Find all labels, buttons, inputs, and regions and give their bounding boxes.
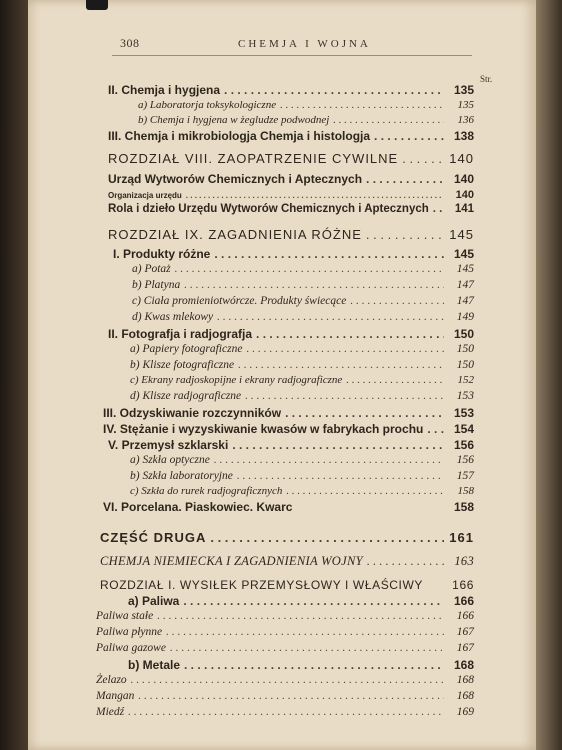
toc-entry [128,658,474,672]
toc-label: d) Kwas mlekowy [132,311,214,323]
toc-page: 138 [453,129,474,143]
toc-page: 153 [453,406,474,420]
toc-page: 167 [456,642,474,654]
toc-label: ROZDZIAŁ I. WYSIŁEK PRZEMYSŁOWY I WŁAŚCIWY [100,578,424,592]
toc-page: 157 [456,470,474,482]
leader-dots [350,295,444,307]
toc-label: I. Produkty różne [113,247,211,261]
toc-label: ROZDZIAŁ IX. ZAGADNIENIA RÓŻNE [108,227,362,242]
toc-label: IV. Stężanie i wyzyskiwanie kwasów w fabrykach prochu [103,422,424,436]
toc-label: Miedź [96,706,125,718]
toc-label: II. Fotografja i radjografja [108,327,253,341]
toc-entry [130,359,474,371]
toc-page: 158 [457,485,474,497]
leader-dots [246,343,444,355]
toc-page: 140 [453,172,474,186]
toc-page: 135 [453,83,474,97]
toc-label: Organizacja urzędu [108,191,182,200]
leader-dots [217,311,444,323]
toc-page: 145 [453,247,474,261]
toc-label: VI. Porcelana. Piaskowiec. Kwarc [103,500,293,514]
toc-label: a) Paliwa [128,594,180,608]
toc-entry [108,129,474,143]
toc-label: b) Szkła laboratoryjne [130,470,233,482]
leader-dots [214,454,444,466]
leader-dots [170,642,444,654]
leader-dots [367,554,444,569]
toc-label: CZĘŚĆ DRUGA [100,530,207,545]
leader-dots [184,658,444,672]
leader-dots [286,485,444,497]
leader-dots [175,263,444,275]
toc-entry [130,485,474,497]
leader-dots [346,374,444,386]
toc-label: d) Klisze radjograficzne [130,390,242,402]
toc-label: Mangan [96,690,135,702]
toc-label: b) Platyna [132,279,181,291]
leader-dots [433,203,444,215]
leader-dots [333,114,444,126]
leader-dots [374,129,444,143]
toc-page: 166 [456,610,474,622]
toc-page: 150 [453,327,474,341]
leader-dots [131,674,444,686]
toc-entry [132,311,474,323]
toc-label: b) Chemja i hygjena w żegludze podwodnej [138,114,330,126]
book-spine-shadow [0,0,28,750]
toc-label: Paliwa płynne [96,626,163,638]
toc-page: 149 [456,311,474,323]
toc-page: 166 [452,578,474,592]
toc-entry [96,626,474,638]
toc-label: a) Szkła optyczne [130,454,210,466]
toc-entry [108,438,474,452]
toc-entry [132,263,474,275]
toc-label: Urząd Wytworów Chemicznych i Aptecznych [108,172,363,186]
toc-entry [132,295,474,307]
toc-entry [130,454,474,466]
page-header [120,36,520,56]
toc-label: Paliwa stałe [96,610,154,622]
toc-page: 153 [456,390,474,402]
toc-entry [96,642,474,654]
toc-page: 141 [454,203,474,215]
toc-part-title [100,554,474,569]
toc-entry [130,343,474,355]
toc-page: 150 [456,343,474,355]
toc-page: 152 [457,374,474,386]
toc-label: c) Ekrany radjoskopijne i ekrany radjograficzne [130,374,343,386]
leader-dots [280,99,444,111]
leader-dots [224,83,444,97]
toc-entry [130,470,474,482]
toc-entry [108,172,474,186]
toc-entry [130,390,474,402]
leader-dots [256,327,444,341]
toc-page: 140 [455,189,474,201]
toc-page: 169 [456,706,474,718]
toc-page: 168 [453,658,474,672]
toc-label: II. Chemja i hygjena [108,83,221,97]
toc-page: 168 [456,690,474,702]
toc-entry [138,114,474,126]
toc-label: a) Potaż [132,263,171,275]
toc-label: III. Chemja i mikrobiologja Chemja i histologja [108,129,371,143]
leader-dots [157,610,444,622]
leader-dots [232,438,444,452]
leader-dots [166,626,444,638]
page-edge [536,0,562,750]
toc-entry [96,690,474,702]
toc-label: Rola i dzieło Urzędu Wytworów Chemicznych i Aptecznych [108,203,429,215]
toc-label: V. Przemysł szklarski [108,438,229,452]
toc-entry [130,374,474,386]
toc-part [100,530,474,545]
header-rule [112,55,472,56]
toc-entry [128,594,474,608]
toc-page: 163 [454,554,474,568]
leader-dots [184,279,444,291]
toc-label: c) Szkła do rurek radjograficznych [130,485,283,497]
toc-page: 135 [457,99,474,111]
toc-page: 158 [453,500,474,514]
toc-page: 150 [456,359,474,371]
toc-page: 161 [449,530,474,545]
toc-label: a) Papiery fotograficzne [130,343,243,355]
toc-page: 168 [456,674,474,686]
toc-entry [103,422,474,436]
leader-dots [285,406,444,420]
leader-dots [183,594,444,608]
leader-dots [427,422,444,436]
leader-dots [214,247,444,261]
toc-page: 145 [456,263,474,275]
toc-entry [96,706,474,718]
leader-dots [402,151,444,166]
toc-entry [108,327,474,341]
toc-page: 136 [457,114,474,126]
toc-label: b) Klisze fotograficzne [130,359,235,371]
toc-page: 156 [453,438,474,452]
toc-label: Żelazo [96,674,127,686]
page-column-label: Str. [480,74,493,84]
leader-dots [237,470,444,482]
toc-chapter [108,227,474,242]
toc-page: 167 [456,626,474,638]
leader-dots [186,191,444,200]
toc-entry [108,203,474,215]
toc-label: c) Ciała promieniotwórcze. Produkty świecące [132,295,347,307]
toc-entry [96,674,474,686]
binder-clip [86,0,108,10]
toc-label: ROZDZIAŁ VIII. ZAOPATRZENIE CYWILNE [108,151,399,166]
toc-chapter [108,151,474,166]
page-number: 308 [120,36,140,50]
toc-label: CHEMJA NIEMIECKA I ZAGADNIENIA WOJNY [100,554,363,568]
toc-label: a) Laboratorja toksykologiczne [138,99,277,111]
running-title: CHEMJA I WOJNA [238,38,371,50]
toc-page: 147 [456,279,474,291]
toc-entry [103,500,474,514]
toc-entry [103,406,474,420]
toc-entry [138,99,474,111]
toc-page: 154 [453,422,474,436]
leader-dots [366,227,444,242]
toc-page: 147 [456,295,474,307]
leader-dots [366,172,444,186]
toc-page: 140 [449,151,474,166]
toc-label: b) Metale [128,658,181,672]
toc-entry [96,610,474,622]
leader-dots [245,390,444,402]
leader-dots [210,530,444,545]
toc-page: 166 [453,594,474,608]
toc-label: III. Odzyskiwanie rozczynników [103,406,282,420]
toc-entry [132,279,474,291]
leader-dots [238,359,444,371]
toc-label: Paliwa gazowe [96,642,166,654]
leader-dots [138,690,444,702]
toc-chapter [100,578,474,592]
leader-dots [128,706,444,718]
toc-entry [108,189,474,201]
toc-entry [113,247,474,261]
toc-entry [108,83,474,97]
toc-page: 145 [449,227,474,242]
toc-page: 156 [456,454,474,466]
